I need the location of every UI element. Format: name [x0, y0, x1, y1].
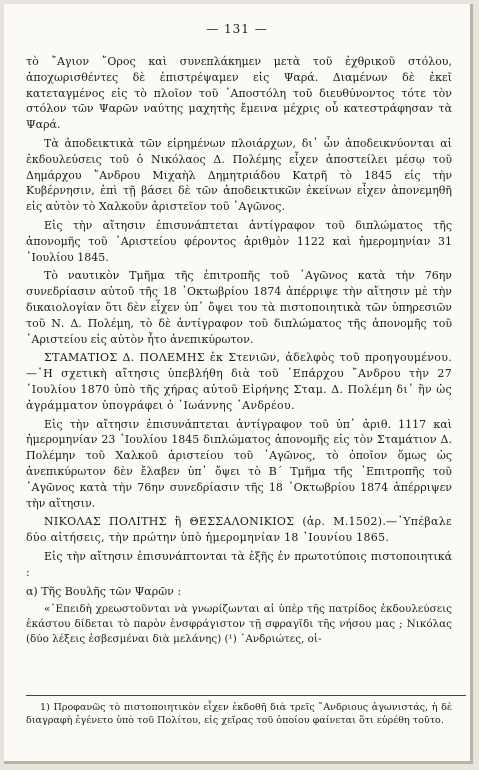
paragraph-council-title: α) Τῆς Βουλῆς τῶν Ψαρῶν : [26, 584, 182, 598]
paragraph-attachments: Εἰς τὴν αἴτησιν ἐπισυνάπτονται τὰ ἑξῆς ἐν πρωτοτύποις πιστοποιητικά : [26, 549, 452, 579]
paragraph-diploma-copy: Εἰς τὴν αἴτησιν ἐπισυνάπτεται ἀντίγραφον τοῦ διπλώματος τῆς ἀπονομῆς τοῦ ᾿Αριστείου φέροντος ἀριθμὸν 1122 καὶ ἡμερομηνίαν 31 ᾿Ιουλίου 1845. [26, 218, 452, 264]
footnote: 1) Προφανῶς τὸ πιστοποιητικὸν εἶχεν ἐκδοθῆ διὰ τρεῖς ῎Ανδριους ἀγωνιστάς, ἡ δὲ διαγραφὴ ἐγένετο ὑπὸ τοῦ Πολίτου, εἰς χεῖρας τοῦ ὁποίου φαίνεται ὅτι εὑρέθη τοῦτο. [26, 702, 452, 726]
body-text [26, 54, 452, 650]
paragraph-stamatios-diploma: Εἰς τὴν αἴτησιν ἐπισυνάπτεται ἀντίγραφον τοῦ ὑπ᾿ ἀριθ. 1117 καὶ ἡμερομηνίαν 23 ᾿Ιουλίου 1845 διπλώματος ἀπονομῆς εἰς τὸν Σταμάτιον Δ. Πολέμην τοῦ Χαλκοῦ ἀριστείου τοῦ ᾿Αγῶνος, τὸ ὁποῖον ὅμως ὡς ἀνεπικύρωτον δὲν ἔλαβεν ὑπ᾿ ὄψει τὸ Β΄ Τμῆμα τῆς ᾿Επιτροπῆς τοῦ ᾿Αγῶνος κατὰ τὴν 76ην συνεδρίασιν τῆς 18 ᾿Οκτωβρίου 1874 ἀπέρριψεν τὴν αἴτησιν. [26, 417, 452, 510]
paragraph-continuation: τὸ ῎Αγιον ῎Ορος καὶ συνεπλάκημεν μετὰ τοῦ ἐχθρικοῦ στόλου, ἀποχωρισθέντες δὲ ἐπιστρέψαμεν εἰς Ψαρά. Διαμένων δὲ ἐκεῖ κατεταγμένος εἰς τὸ πλοῖον τοῦ ᾿Αποστόλη τοῦ διευθύνοντος τότε τὸν στόλον τῶν Ψαρῶν ναύτης μαχητὴς ἔμεινα μέχρις οὗ κατεστράφησαν τὰ Ψαρά. [26, 55, 452, 132]
paragraph-naval-section: Τὸ ναυτικὸν Τμῆμα τῆς ἐπιτροπῆς τοῦ ᾿Αγῶνος κατὰ τὴν 76ην συνεδρίασιν αὐτοῦ τῆς 18 ᾿Οκτωβρίου 1874 ἀπέρριψε τὴν αἴτησιν μὲ τὴν δικαιολογίαν ὅτι δὲν εἶχεν ὑπ᾿ ὄψει του τὰ πιστοποιητικὰ τῶν ὑπηρεσιῶν τοῦ Ν. Δ. Πολέμη, τὸ δὲ ἀντίγραφον τοῦ διπλώματος τῆς ἀπονομῆς τοῦ ᾿Αριστείου εἰς αὐτὸν ἦτο ἀνεπικύρωτον. [26, 269, 452, 346]
footnote-divider [26, 695, 466, 696]
paragraph-stamatios: ΣΤΑΜΑΤΙΟΣ Δ. ΠΟΛΕΜΗΣ ἐκ Στενιῶν, ἀδελφὸς τοῦ προηγουμένου.—῾Η σχετικὴ αἴτησις ὑπεβλήθη διὰ τοῦ ᾿Επάρχου ῎Ανδρου τὴν 27 ᾿Ιουλίου 1870 ὑπὸ τῆς χήρας αὐτοῦ Εἰρήνης Σταμ. Δ. Πολέμη δι᾿ ἣν ὡς ἀγράμματον ὑπογράφει ὁ ᾿Ιωάννης ᾿Ανδρέου. [26, 351, 452, 412]
document-page [4, 4, 473, 764]
paragraph-nikolas-politis: ΝΙΚΟΛΑΣ ΠΟΛΙΤΗΣ ἢ ΘΕΣΣΑΛΟΝΙΚΙΟΣ (ἀρ. Μ.1502).—῾Υπέβαλε δύο αἰτήσεις, τὴν πρώτην ὑπὸ ἡμερομηνίαν 18 ᾿Ιουνίου 1865. [26, 515, 452, 545]
paragraph-council-quote: «᾿Επειδὴ χρεωστοῦνται νὰ γνωρίζωνται αἱ ὑπὲρ τῆς πατρίδος ἐκδουλεύσεις ἑκάστου δίδεται τὸ παρὸν ἐνσφράγιστον τῇ σφραγῖδι τῆς νήσου μας ; Νικόλας (δύο λέξεις ἐσβεσμέναι διὰ μελάνης) (¹) ᾿Ανδριώτες, οἰ- [26, 603, 452, 646]
page-number: — 131 — [206, 22, 268, 36]
paragraph-certificates: Τὰ ἀποδεικτικὰ τῶν εἰρημένων πλοιάρχων, δι᾿ ὧν ἀποδεικνύονται αἱ ἐκδουλεύσεις τοῦ ὁ Νικόλαος Δ. Πολέμης εἶχεν ἀποστείλει μέσῳ τοῦ Δημάρχου ῎Ανδρου Μιχαὴλ Δημητριάδου Κατρῆ τὸ 1845 εἰς τὴν Κυβέρνησιν, ἐπὶ τῇ βάσει δὲ τῶν ἀποδεικτικῶν ἐκείνων εἶχεν ἀπονεμηθῆ εἰς αὐτὸν τὸ Χαλκοῦν ἀριστεῖον τοῦ ᾿Αγῶνος. [26, 136, 452, 214]
